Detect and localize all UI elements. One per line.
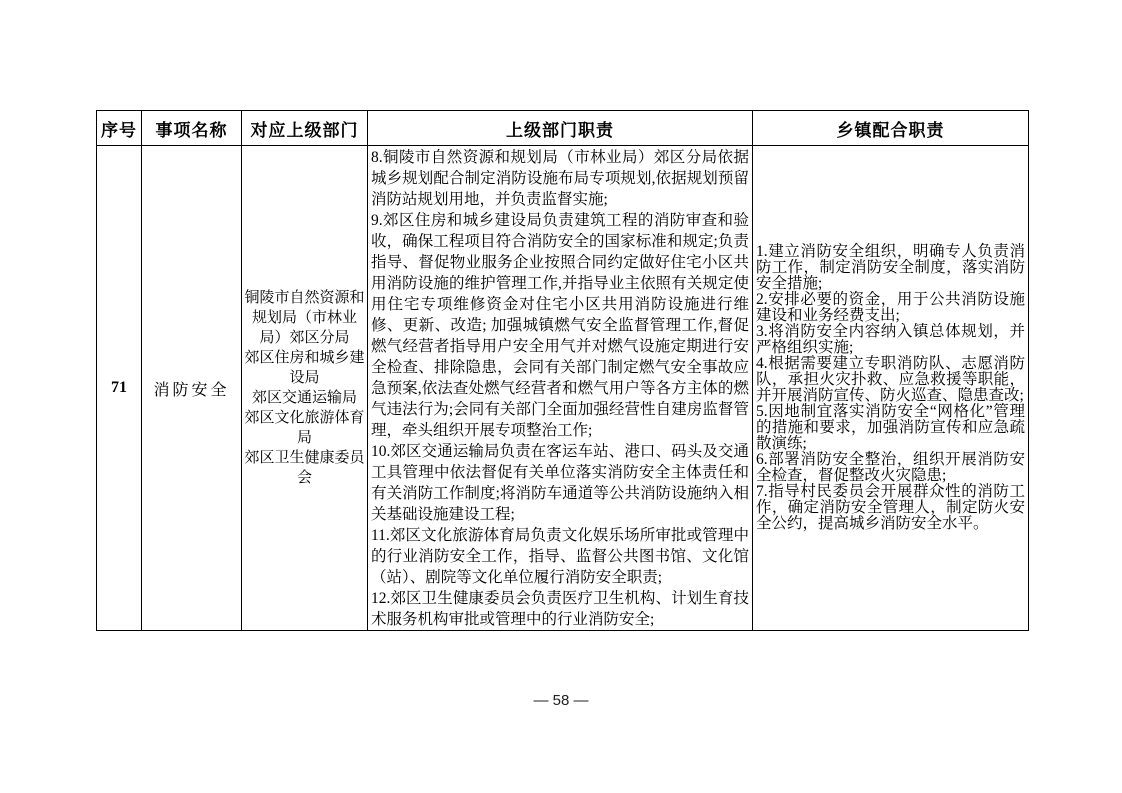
- department-item: 铜陵市自然资源和规划局（市林业局）郊区分局: [244, 290, 365, 346]
- column-header: 对应上级部门: [242, 111, 368, 146]
- superior-duty-paragraph: 12.郊区卫生健康委员会负责医疗卫生机构、计划生育技术服务机构审批或管理中的行业消防安全;: [371, 590, 749, 628]
- department-item: 郊区交通运输局: [251, 390, 357, 406]
- township-duty-paragraph: 4.根据需要建立专职消防队、志愿消防队，承担火灾扑救、应急救援等职能，并开展消防宣传、防火巡查、隐患查改;: [756, 355, 1025, 404]
- column-header: 事项名称: [142, 111, 242, 146]
- department-item: 郊区卫生健康委员会: [244, 450, 365, 486]
- table-row: [97, 146, 1029, 631]
- duties-table: [96, 110, 1029, 631]
- township-duty-paragraph: 2.安排必要的资金，用于公共消防设施建设和业务经费支出;: [756, 291, 1025, 324]
- township-duty-paragraph: 7.指导村民委员会开展群众性的消防工作，确定消防安全管理人，制定防火安全公约，提高城乡消防安全水平。: [756, 483, 1025, 532]
- superior-duty-paragraph: 10.郊区交通运输局负责在客运车站、港口、码头及交通工具管理中依法督促有关单位落实消防安全主体责任和有关消防工作制度;将消防车通道等公共消防设施纳入相关基础设施建设工程;: [371, 443, 749, 523]
- column-header: 序号: [97, 111, 142, 146]
- township-duty-paragraph: 5.因地制宜落实消防安全“网格化”管理的措施和要求，加强消防宣传和应急疏散演练;: [756, 403, 1025, 452]
- township-duty-paragraph: 6.部署消防安全整治，组织开展消防安全检查，督促整改火灾隐患;: [756, 451, 1025, 484]
- serial-number-cell: 71: [97, 146, 142, 631]
- township-duties-cell: [753, 146, 1029, 631]
- superior-duty-paragraph: 9.郊区住房和城乡建设局负责建筑工程的消防审查和验收，确保工程项目符合消防安全的国家标准和规定;负责指导、督促物业服务企业按照合同约定做好住宅小区共用消防设施的维护管理工作,并指导业主依照有关规定使用住宅专项维修资金对住宅小区共用消防设施进行维修、更新、改造; 加强城镇燃气安全监督管理工作,督促燃气经营者指导用户安全用气并对燃气设施定期进行安全检查、排除隐患，会同有关部门制定燃气安全事故应急预案,依法查处燃气经营者和燃气用户等各方主体的燃气违法行为;会同有关部门全面加强经营性自建房监督管理，牵头组织开展专项整治工作;: [371, 212, 749, 439]
- column-header: 上级部门职责: [368, 111, 753, 146]
- table-header-row: [97, 111, 1029, 146]
- department-item: 郊区住房和城乡建设局: [244, 350, 365, 386]
- page-number: — 58 —: [533, 692, 589, 709]
- superior-duty-paragraph: 8.铜陵市自然资源和规划局（市林业局）郊区分局依据城乡规划配合制定消防设施布局专项规划,依据规划预留消防站规划用地，并负责监督实施;: [371, 149, 749, 208]
- township-duty-paragraph: 1.建立消防安全组织，明确专人负责消防工作，制定消防安全制度，落实消防安全措施;: [756, 243, 1025, 292]
- township-duty-paragraph: 3.将消防安全内容纳入镇总体规划，并严格组织实施;: [756, 323, 1025, 356]
- department-item: 郊区文化旅游体育局: [244, 410, 365, 446]
- superior-duty-paragraph: 11.郊区文化旅游体育局负责文化娱乐场所审批或管理中的行业消防安全工作，指导、监督公共图书馆、文化馆（站）、剧院等文化单位履行消防安全职责;: [371, 527, 749, 586]
- superior-duties-cell: [368, 146, 753, 631]
- item-name-cell: 消防安全: [142, 146, 242, 631]
- departments-cell: [242, 146, 368, 631]
- column-header: 乡镇配合职责: [753, 111, 1029, 146]
